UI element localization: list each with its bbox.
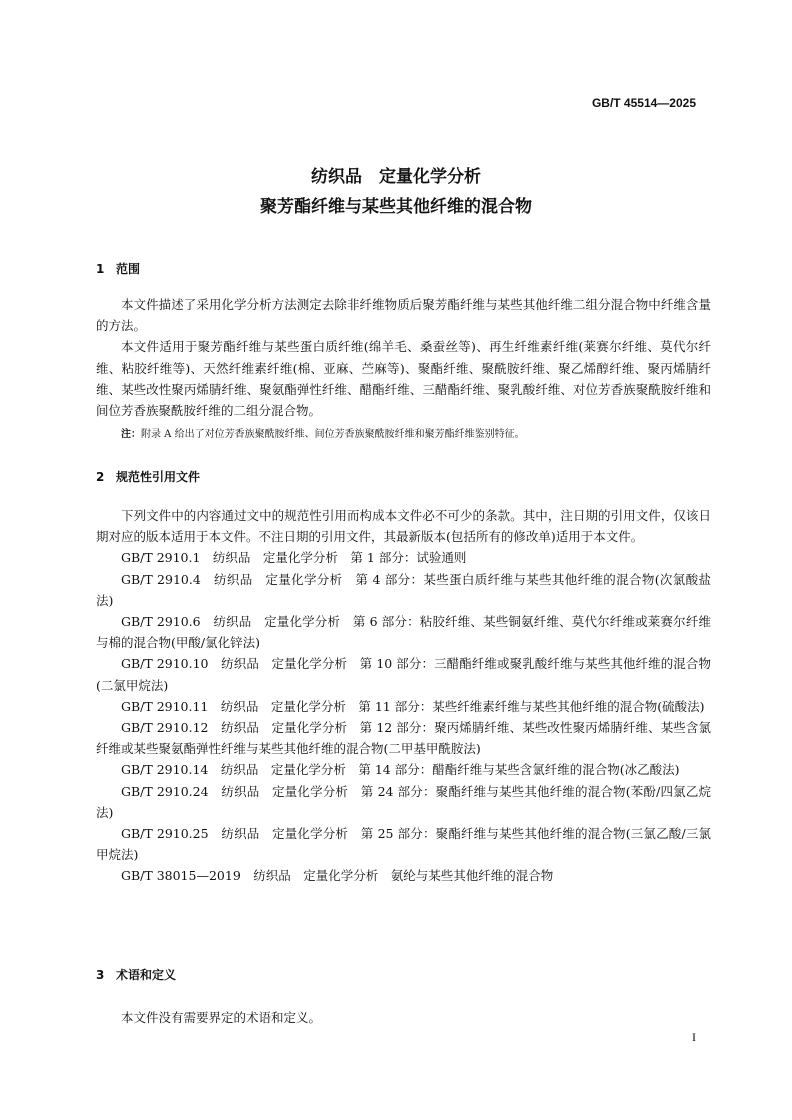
section-1-heading <box>96 260 140 277</box>
section-title: 范围 <box>116 262 141 276</box>
document-title-line-1: 纺织品 定量化学分析 <box>311 167 481 187</box>
section-3-body <box>96 1007 711 1028</box>
page-number: I <box>692 1030 696 1044</box>
note-label: 注： <box>121 429 141 440</box>
section-number: 1 <box>96 262 105 276</box>
document-title-line-2: 聚芳酯纤维与某些其他纤维的混合物 <box>260 197 532 217</box>
references-intro: 下列文件中的内容通过文中的规范性引用而构成本文件必不可少的条款。其中，注日期的引用文件，仅该日期对应的版本适用于本文件。不注日期的引用文件，其最新版本(包括所有的修改单)适用于本文件。 <box>96 508 711 545</box>
section-2-body <box>96 505 711 887</box>
standard-code: GB/T 45514—2025 <box>591 96 696 110</box>
reference-item: GB/T 2910.4 纺织品 定量化学分析 第 4 部分：某些蛋白质纤维与某些其他纤维的混合物(次氯酸盐法) <box>96 571 711 608</box>
section-number: 3 <box>96 968 105 982</box>
section-2-heading <box>96 468 200 485</box>
section-title: 术语和定义 <box>116 968 177 982</box>
reference-item: GB/T 2910.24 纺织品 定量化学分析 第 24 部分：聚酯纤维与某些其他纤维的混合物(苯酚/四氯乙烷法) <box>96 783 711 820</box>
section-1-body <box>96 294 711 421</box>
reference-item: GB/T 2910.11 纺织品 定量化学分析 第 11 部分：某些纤维素纤维与某些其他纤维的混合物(硫酸法) <box>121 698 705 714</box>
section-3-heading <box>96 966 176 983</box>
scope-paragraph: 本文件适用于聚芳酯纤维与某些蛋白质纤维(绵羊毛、桑蚕丝等)、再生纤维素纤维(莱赛尔纤维、莫代尔纤维、粘胶纤维等)、天然纤维素纤维(棉、亚麻、苎麻等)、聚酯纤维、聚酰胺纤维、聚乙烯醇纤维、聚丙烯腈纤维、某些改性聚丙烯腈纤维、聚氨酯弹性纤维、醋酯纤维、三醋酯纤维、聚乳酸纤维、对位芳香族聚酰胺纤维和间位芳香族聚酰胺纤维的二组分混合物。 <box>96 339 711 419</box>
section-number: 2 <box>96 470 105 484</box>
reference-item: GB/T 2910.6 纺织品 定量化学分析 第 6 部分：粘胶纤维、某些铜氨纤维、莫代尔纤维或莱赛尔纤维与棉的混合物(甲酸/氯化锌法) <box>96 614 711 651</box>
section-title: 规范性引用文件 <box>116 470 201 484</box>
reference-item: GB/T 38015—2019 纺织品 定量化学分析 氨纶与某些其他纤维的混合物 <box>121 868 554 884</box>
scope-note <box>121 428 711 442</box>
reference-item: GB/T 2910.25 纺织品 定量化学分析 第 25 部分：聚酯纤维与某些其他纤维的混合物(三氯乙酸/三氯甲烷法) <box>96 826 711 863</box>
reference-item: GB/T 2910.10 纺织品 定量化学分析 第 10 部分：三醋酯纤维或聚乳酸纤维与某些其他纤维的混合物(二氯甲烷法) <box>96 656 711 693</box>
reference-item: GB/T 2910.14 纺织品 定量化学分析 第 14 部分：醋酯纤维与某些含氯纤维的混合物(冰乙酸法) <box>121 762 680 778</box>
terms-paragraph: 本文件没有需要界定的术语和定义。 <box>121 1010 322 1025</box>
scope-paragraph: 本文件描述了采用化学分析方法测定去除非纤维物质后聚芳酯纤维与某些其他纤维二组分混合物中纤维含量的方法。 <box>96 297 711 334</box>
reference-item: GB/T 2910.1 纺织品 定量化学分析 第 1 部分：试验通则 <box>121 550 467 566</box>
reference-item: GB/T 2910.12 纺织品 定量化学分析 第 12 部分：聚丙烯腈纤维、某些改性聚丙烯腈纤维、某些含氯纤维或某些聚氨酯弹性纤维与某些其他纤维的混合物(二甲基甲酰胺法) <box>96 720 711 757</box>
note-text: 附录 A 给出了对位芳香族聚酰胺纤维、间位芳香族聚酰胺纤维和聚芳酯纤维鉴别特征。 <box>141 429 525 440</box>
